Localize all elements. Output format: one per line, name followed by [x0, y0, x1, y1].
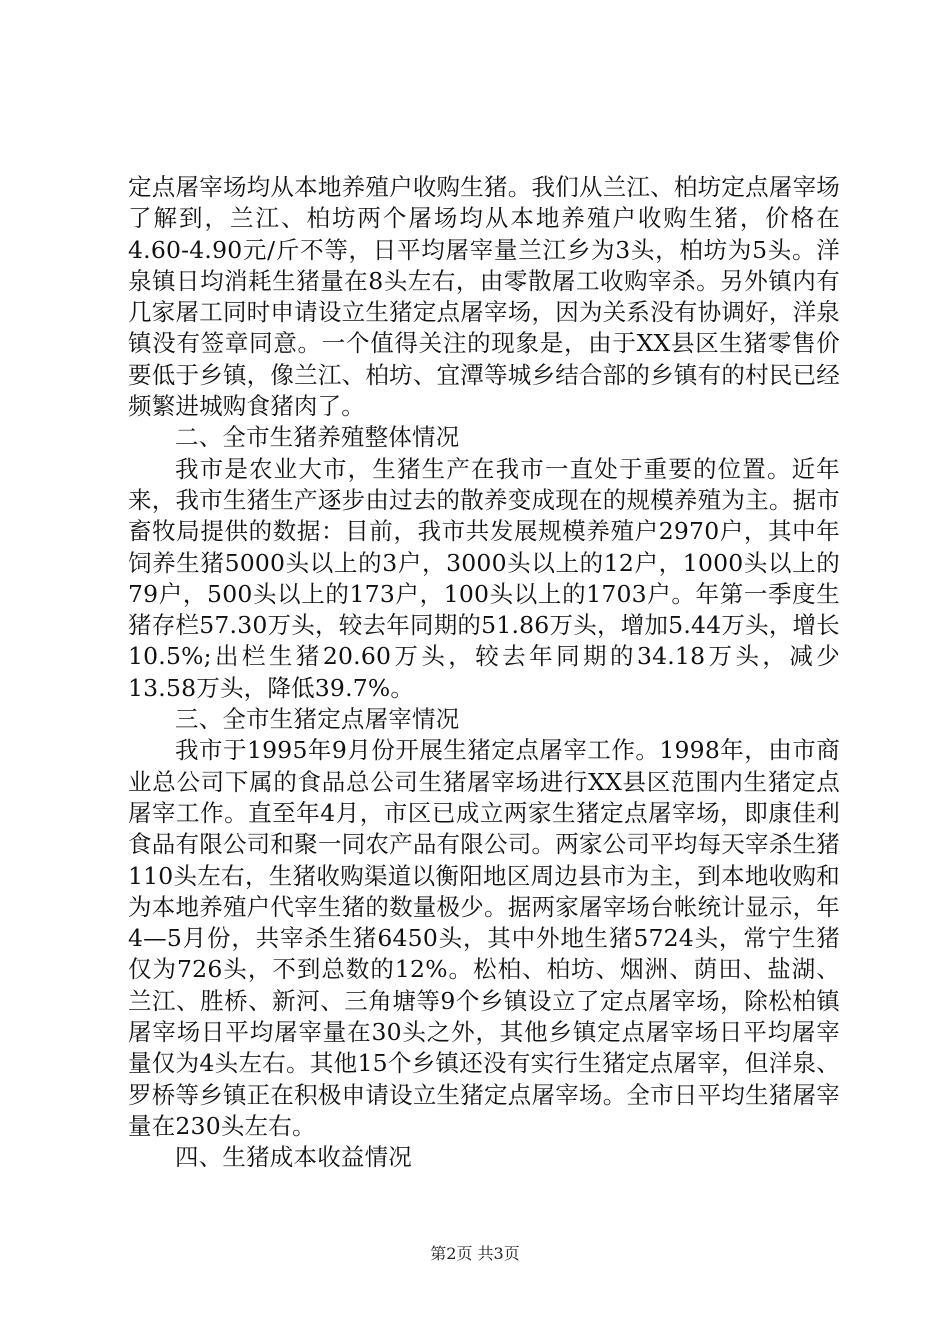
paragraph-2: 我市是农业大市，生猪生产在我市一直处于重要的位置。近年来，我市生猪生产逐步由过去的散养变成现在的规模养殖为主。据市畜牧局提供的数据：目前，我市共发展规模养殖户2970户，其中年饲养生猪5000头以上的3户，3000头以上的12户，1000头以上的79户，500头以上的173户，100头以上的1703户。年第一季度生猪存栏57.30万头，较去年同期的51.86万头，增加5.44万头，增长10.5%;出栏生猪20.60万头，较去年同期的34.18万头，减少13.58万头，降低39.7%。	[128, 454, 840, 702]
section-heading-4: 四、生猪成本收益情况	[175, 1143, 412, 1172]
section-heading-3: 三、全市生猪定点屠宰情况	[175, 705, 460, 734]
page-footer	[0, 1244, 950, 1264]
page-number-label: 第2页 共3页	[430, 1244, 520, 1263]
paragraph-1: 定点屠宰场均从本地养殖户收购生猪。我们从兰江、柏坊定点屠宰场了解到，兰江、柏坊两个屠场均从本地养殖户收购生猪，价格在4.60-4.90元/斤不等，日平均屠宰量兰江乡为3头，柏坊为5头。洋泉镇日均消耗生猪量在8头左右，由零散屠工收购宰杀。另外镇内有几家屠工同时申请设立生猪定点屠宰场，因为关系没有协调好，洋泉镇没有签章同意。一个值得关注的现象是，由于XX县区生猪零售价要低于乡镇，像兰江、柏坊、宜潭等城乡结合部的乡镇有的村民已经频繁进城购食猪肉了。	[128, 173, 840, 421]
section-heading-2: 二、全市生猪养殖整体情况	[175, 423, 460, 452]
document-body	[128, 172, 840, 1174]
paragraph-3: 我市于1995年9月份开展生猪定点屠宰工作。1998年，由市商业总公司下属的食品总公司生猪屠宰场进行XX县区范围内生猪定点屠宰工作。直至年4月，市区已成立两家生猪定点屠宰场，即康佳利食品有限公司和聚一同农产品有限公司。两家公司平均每天宰杀生猪110头左右，生猪收购渠道以衡阳地区周边县市为主，到本地收购和为本地养殖户代宰生猪的数量极少。据两家屠宰场台帐统计显示，年4—5月份，共宰杀生猪6450头，其中外地生猪5724头，常宁生猪仅为726头，不到总数的12%。松柏、柏坊、烟洲、荫田、盐湖、兰江、胜桥、新河、三角塘等9个乡镇设立了定点屠宰场，除松柏镇屠宰场日平均屠宰量在30头之外，其他乡镇定点屠宰场日平均屠宰量仅为4头左右。其他15个乡镇还没有实行生猪定点屠宰，但洋泉、罗桥等乡镇正在积极申请设立生猪定点屠宰场。全市日平均生猪屠宰量在230头左右。	[128, 736, 840, 1140]
